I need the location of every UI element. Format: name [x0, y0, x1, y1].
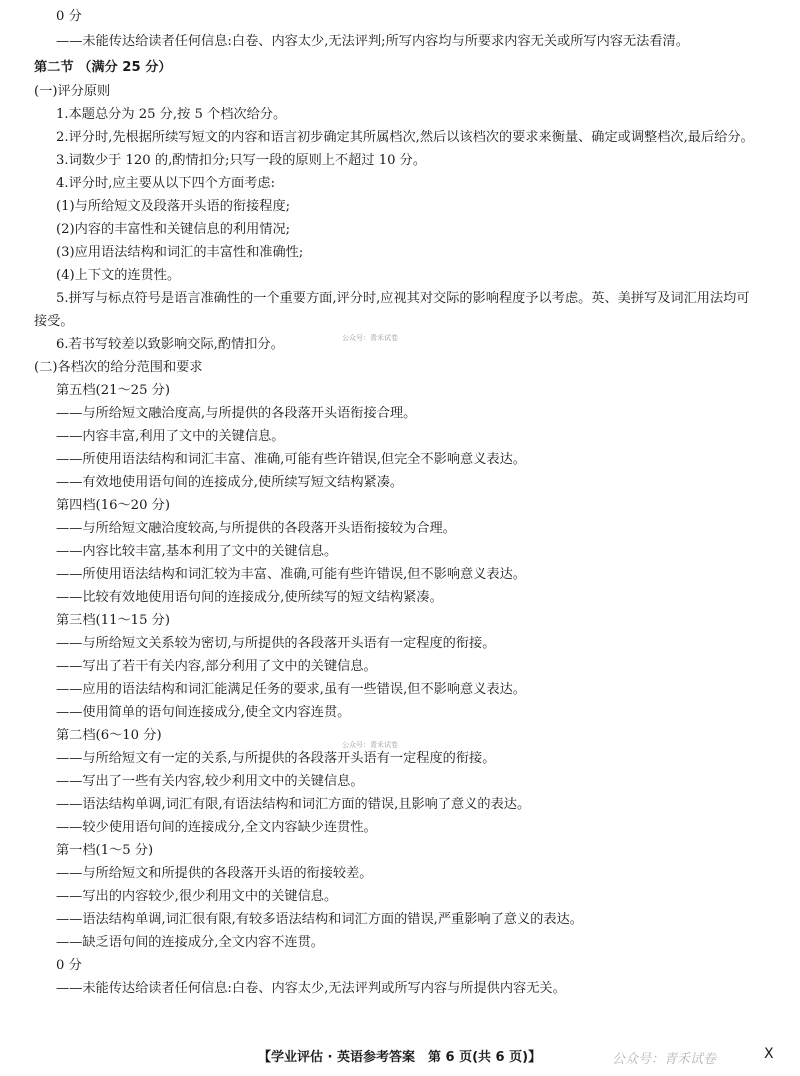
text-line: ——与所给短文融洽度高,与所提供的各段落开头语衔接合理。 [56, 406, 417, 421]
text-line: ——写出的内容较少,很少利用文中的关键信息。 [56, 889, 338, 904]
text-line: (一)评分原则 [34, 84, 111, 99]
text-line: ——写出了一些有关内容,较少利用文中的关键信息。 [56, 774, 364, 789]
text-line: 第三档(11～15 分) [56, 613, 170, 628]
text-line: (2)内容的丰富性和关键信息的利用情况; [56, 222, 291, 237]
text-line: 接受。 [34, 314, 74, 329]
text-line: ——与所给短文关系较为密切,与所提供的各段落开头语有一定程度的衔接。 [56, 636, 496, 651]
text-line: ——语法结构单调,词汇有限,有语法结构和词汇方面的错误,且影响了意义的表达。 [56, 797, 531, 812]
text-line: 第五档(21～25 分) [56, 383, 170, 398]
text-line: 5.拼写与标点符号是语言准确性的一个重要方面,评分时,应视其对交际的影响程度予以考虑。英、美拼写及词汇用法均可 [56, 291, 750, 306]
text-line: ——未能传达给读者任何信息:白卷、内容太少,无法评判或所写内容与所提供内容无关。 [56, 981, 566, 996]
text-line: 2.评分时,先根据所续写短文的内容和语言初步确定其所属档次,然后以该档次的要求来衡量、确定或调整档次,最后给分。 [56, 130, 754, 145]
text-line: ——比较有效地使用语句间的连接成分,使所续写的短文结构紧凑。 [56, 590, 443, 605]
text-line: ——未能传达给读者任何信息:白卷、内容太少,无法评判;所写内容均与所要求内容无关或所写内容无法看清。 [56, 34, 689, 49]
text-line: ——与所给短文有一定的关系,与所提供的各段落开头语有一定程度的衔接。 [56, 751, 496, 766]
text-line: 第二档(6～10 分) [56, 728, 162, 743]
text-line: 0 分 [56, 9, 82, 24]
text-line: (1)与所给短文及段落开头语的衔接程度; [56, 199, 291, 214]
text-line: ——较少使用语句间的连接成分,全文内容缺少连贯性。 [56, 820, 377, 835]
text-line: ——内容比较丰富,基本利用了文中的关键信息。 [56, 544, 338, 559]
text-line: ——有效地使用语句间的连接成分,使所续写短文结构紧凑。 [56, 475, 404, 490]
text-line: ——使用简单的语句间连接成分,使全文内容连贯。 [56, 705, 351, 720]
text-line: ——所使用语法结构和词汇丰富、准确,可能有些许错误,但完全不影响意义表达。 [56, 452, 526, 467]
text-line: 4.评分时,应主要从以下四个方面考虑: [56, 176, 276, 191]
footer-page-info: 【学业评估 · 英语参考答案 第 6 页(共 6 页)】 [258, 1050, 542, 1065]
text-line: 1.本题总分为 25 分,按 5 个档次给分。 [56, 107, 287, 122]
page-footer [0, 1046, 800, 1066]
text-line: ——语法结构单调,词汇很有限,有较多语法结构和词汇方面的错误,严重影响了意义的表达。 [56, 912, 583, 927]
text-line: 第四档(16～20 分) [56, 498, 170, 513]
watermark: 公众号：青禾试卷 [342, 334, 398, 342]
footer-watermark: 公众号：青禾试卷 [612, 1052, 717, 1067]
text-line: ——与所给短文融洽度较高,与所提供的各段落开头语衔接较为合理。 [56, 521, 456, 536]
text-line: (二)各档次的给分范围和要求 [34, 360, 203, 375]
text-line: (4)上下文的连贯性。 [56, 268, 181, 283]
text-line: (3)应用语法结构和词汇的丰富性和准确性; [56, 245, 304, 260]
text-line: ——缺乏语句间的连接成分,全文内容不连贯。 [56, 935, 324, 950]
text-line: ——写出了若干有关内容,部分利用了文中的关键信息。 [56, 659, 377, 674]
text-line: ——所使用语法结构和词汇较为丰富、准确,可能有些许错误,但不影响意义表达。 [56, 567, 526, 582]
text-line: ——内容丰富,利用了文中的关键信息。 [56, 429, 285, 444]
text-line: ——应用的语法结构和词汇能满足任务的要求,虽有一些错误,但不影响意义表达。 [56, 682, 526, 697]
text-line: 第一档(1～5 分) [56, 843, 154, 858]
text-line: 6.若书写较差以致影响交际,酌情扣分。 [56, 337, 284, 352]
text-line: ——与所给短文和所提供的各段落开头语的衔接较差。 [56, 866, 373, 881]
text-line: 3.词数少于 120 的,酌情扣分;只写一段的原则上不超过 10 分。 [56, 153, 427, 168]
footer-mark: X [764, 1046, 774, 1062]
text-line: 0 分 [56, 958, 82, 973]
text-line: 第二节 （满分 25 分） [34, 60, 172, 75]
watermark: 公众号：青禾试卷 [342, 741, 398, 749]
